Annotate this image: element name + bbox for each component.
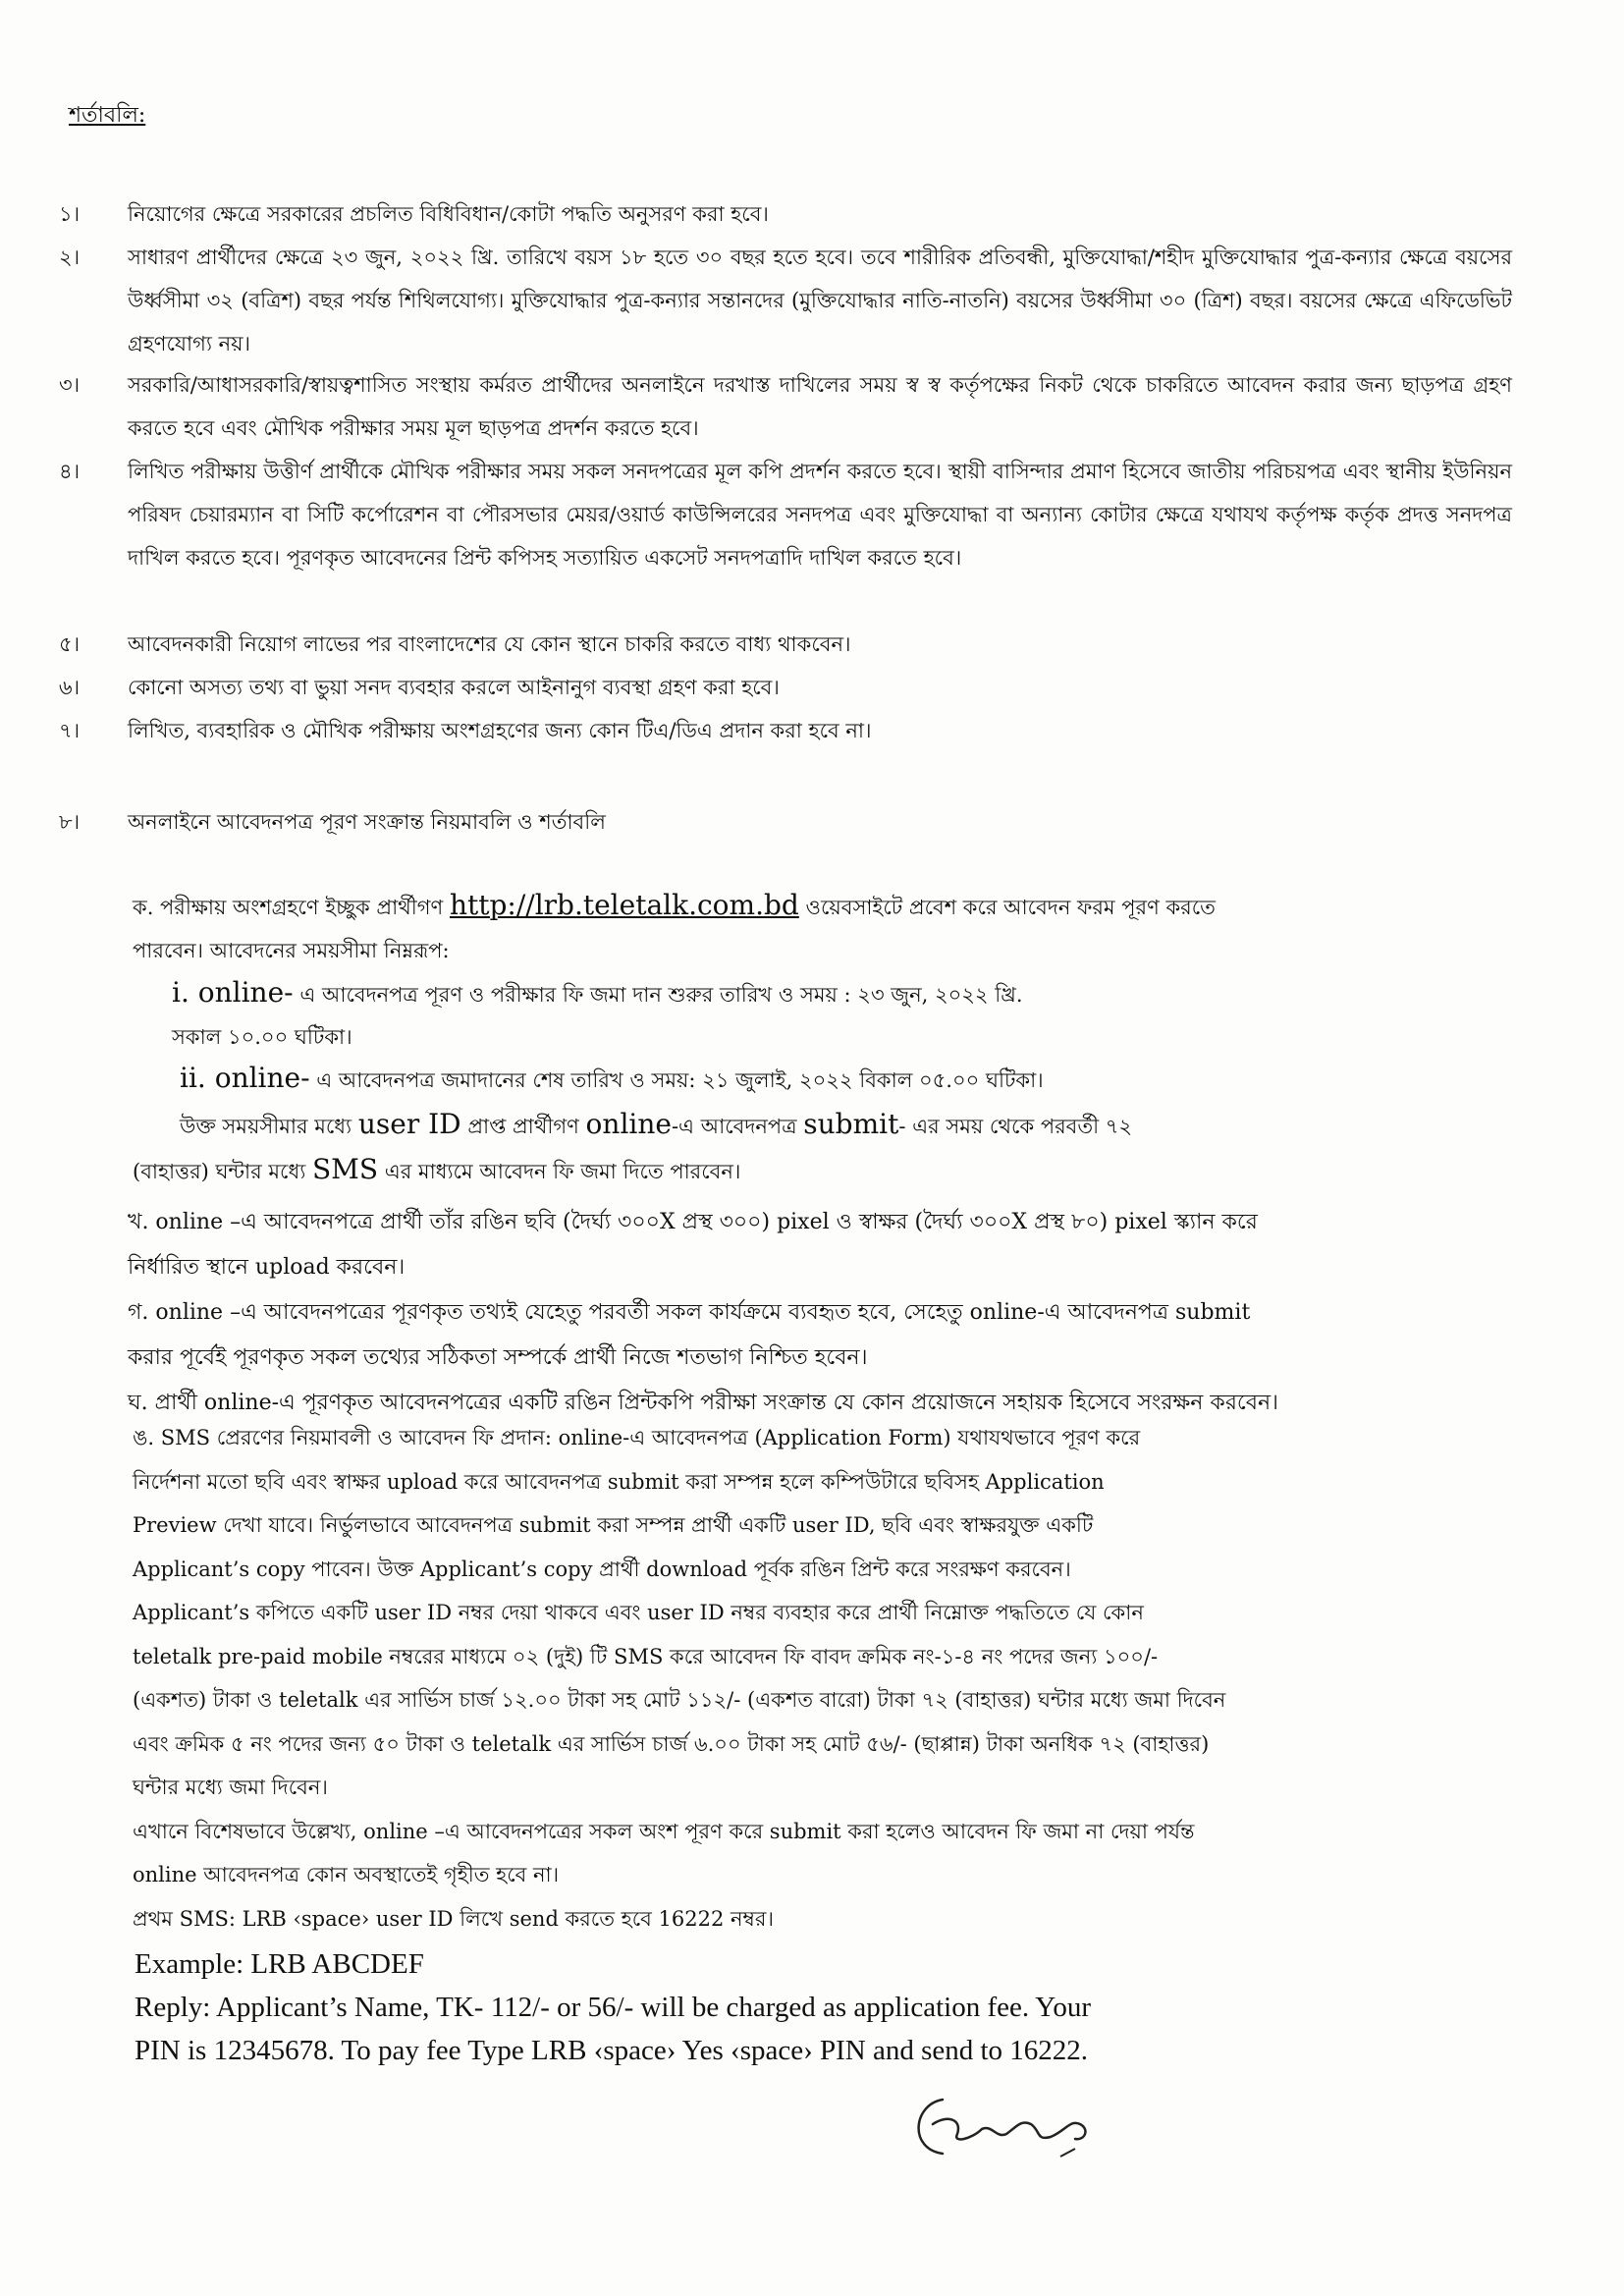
section-kha-gha [128, 1200, 1512, 1426]
rule-3 [59, 363, 1512, 450]
rule-5 [59, 623, 1512, 666]
line-ga: গ. online –এ আবেদনপত্রের পূরণকৃত তথ্যই যেহেতু পরবর্তী সকল কার্যক্রমে ব্যবহৃত হবে, সেহেতু online-এ আবেদনপত্র submit [128, 1300, 1251, 1325]
reply-line-2: PIN is 12345678. To pay fee Type LRB ‹space› Yes ‹space› PIN and send to 16222. [135, 2035, 1089, 2066]
umo-line: Preview দেখা যাবে। নির্ভুলভাবে আবেদনপত্র submit করা সম্পন্ন প্রার্থী একটি user ID, ছবি এবং স্বাক্ষরযুক্ত একটি [133, 1513, 1094, 1537]
umo-line: online আবেদনপত্র কোন অবস্থাতেই গৃহীত হবে না। [133, 1863, 560, 1886]
umo-line: এবং ক্রমিক ৫ নং পদের জন্য ৫০ টাকা ও teletalk এর সার্ভিস চার্জ ৬.০০ টাকা সহ মোট ৫৬/- (ছাপ্পান্ন) টাকা অনধিক ৭২ (বাহাত্তর) [133, 1731, 1210, 1756]
rule-number: ৩। [59, 373, 81, 397]
rule-text: লিখিত পরীক্ষায় উত্তীর্ণ প্রার্থীকে মৌখিক পরীক্ষার সময় সকল সনদপত্রের মূল কপি প্রদর্শন করতে হবে। স্থায়ী বাসিন্দার প্রমাণ হিসেবে জাতীয় পরিচয়পত্র এবং স্থানীয় ইউনিয়ন পরিষদ চেয়ারম্যান বা সিটি কর্পোরেশন বা পৌরসভার মেয়র/ওয়ার্ড কাউন্সিলরের সনদপত্র এবং মুক্তিযোদ্ধা বা অন্যান্য কোটার ক্ষেত্রে যথাযথ কর্তৃপক্ষ কর্তৃক প্রদত্ত সনদপত্র দাখিল করতে হবে। পূরণকৃত আবেদনের প্রিন্ট কপিসহ সত্যায়িত একসেট সনদপত্রাদি দাখিল করতে হবে। [128, 460, 1512, 570]
line-kha: খ. online –এ আবেদনপত্রে প্রার্থী তাঁর রঙিন ছবি (দৈর্ঘ্য ৩০০X প্রস্থ ৩০০) pixel ও স্বাক্ষর (দৈর্ঘ্য ৩০০X প্রস্থ ৮০) pixel স্ক্যান করে [128, 1210, 1258, 1234]
line-ii-text: এ আবেদনপত্র জমাদানের শেষ তারিখ ও সময়: ২১ জুলাই, ২০২২ বিকাল ০৫.০০ ঘটিকা। [316, 1068, 1044, 1092]
umo-line: Applicant’s কপিতে একটি user ID নম্বর দেয়া থাকবে এবং user ID নম্বর ব্যবহার করে প্রার্থী নিম্নোক্ত পদ্ধতিতে যে কোন [133, 1601, 1144, 1624]
ka-text-3: পারবেন। আবেদনের সময়সীমা নিম্নরূপ: [133, 939, 450, 962]
umo-line: এখানে বিশেষভাবে উল্লেখ্য, online –এ আবেদনপত্রের সকল অংশ পূরণ করে submit করা হলেও আবেদন ফি জমা না দেয়া পর্যন্ত [133, 1819, 1195, 1843]
signature-image [903, 2080, 1119, 2168]
line-i-text: এ আবেদনপত্র পূরণ ও পরীক্ষার ফি জমা দান শুরুর তারিখ ও সময় : ২৩ জুন, ২০২২ খ্রি. [299, 983, 1023, 1007]
online-label: i. online- [172, 976, 294, 1009]
rule-text: অনলাইনে আবেদনপত্র পূরণ সংক্রান্ত নিয়মাবলি ও শর্তাবলি [128, 810, 606, 834]
rule-number: ৮। [59, 810, 81, 834]
example-line: Example: LRB ABCDEF [135, 1948, 424, 1980]
umo-line: প্রথম SMS: LRB ‹space› user ID লিখে send করতে হবে 16222 নম্বর। [133, 1906, 774, 1931]
line-ka [133, 884, 1507, 930]
note-text: (বাহাত্তর) ঘন্টার মধ্যে [133, 1160, 306, 1183]
rule-number: ১। [59, 202, 81, 226]
website-link[interactable]: http://lrb.teletalk.com.bd [449, 889, 799, 921]
ka-text-2: ওয়েবসাইটে প্রবেশ করে আবেদন ফরম পূরণ করতে [805, 896, 1216, 919]
note-en: SMS [312, 1153, 379, 1185]
umo-line: ঘন্টার মধ্যে জমা দিবেন। [133, 1776, 328, 1799]
rule-text: লিখিত, ব্যবহারিক ও মৌখিক পরীক্ষায় অংশগ্রহণের জন্য কোন টিএ/ডিএ প্রদান করা হবে না। [128, 719, 872, 742]
rule-text: নিয়োগের ক্ষেত্রে সরকারের প্রচলিত বিধিবিধান/কোটা পদ্ধতি অনুসরণ করা হবে। [128, 202, 769, 226]
rule-text: সরকারি/আধাসরকারি/স্বায়ত্বশাসিত সংস্থায় কর্মরত প্রার্থীদের অনলাইনে দরখাস্ত দাখিলের সময় স্ব স্ব কর্তৃপক্ষের নিকট থেকে চাকরিতে আবেদন করার জন্য ছাড়পত্র গ্রহণ করতে হবে এবং মৌখিক পরীক্ষার সময় মূল ছাড়পত্র প্রদর্শন করতে হবে। [128, 373, 1512, 440]
section-umo [133, 1416, 1517, 1941]
rule-1 [59, 192, 1512, 236]
section-online-rules [133, 884, 1507, 1193]
rule-8 [59, 800, 1512, 844]
online-label: ii. online- [180, 1062, 310, 1094]
umo-line: ঙ. SMS প্রেরণের নিয়মাবলী ও আবেদন ফি প্রদান: online-এ আবেদনপত্র (Application Form) যথাযথভাবে পূরণ করে [133, 1426, 1141, 1449]
line-kha-2: নির্ধারিত স্থানে upload করবেন। [128, 1255, 406, 1280]
section-example [135, 1942, 1519, 2072]
note-text: উক্ত সময়সীমার মধ্যে [180, 1115, 352, 1138]
line-ii-note-2 [133, 1148, 1507, 1193]
rule-number: ৫। [59, 632, 81, 656]
reply-line-1: Reply: Applicant’s Name, TK- 112/- or 56/- will be charged as application fee. Your [135, 1992, 1091, 2023]
line-i [172, 971, 1507, 1017]
rule-4 [59, 450, 1512, 579]
umo-line: Applicant’s copy পাবেন। উক্ত Applicant’s copy প্রার্থী download পূর্বক রঙিন প্রিন্ট করে সংরক্ষণ করবেন। [133, 1557, 1071, 1581]
rule-2 [59, 236, 1512, 365]
note-en: submit [803, 1108, 899, 1140]
note-text: -এ আবেদনপত্র [671, 1115, 797, 1138]
rule-number: ৪। [59, 460, 81, 483]
note-text: প্রাপ্ত প্রার্থীগণ [467, 1115, 579, 1138]
rule-text: আবেদনকারী নিয়োগ লাভের পর বাংলাদেশের যে কোন স্থানে চাকরি করতে বাধ্য থাকবেন। [128, 632, 851, 656]
rule-text: কোনো অসত্য তথ্য বা ভুয়া সনদ ব্যবহার করলে আইনানুগ ব্যবস্থা গ্রহণ করা হবে। [128, 676, 780, 699]
rule-number: ৭। [59, 719, 81, 742]
umo-line: নির্দেশনা মতো ছবি এবং স্বাক্ষর upload করে আবেদনপত্র submit করা সম্পন্ন হলে কম্পিউটারে ছবিসহ Application [133, 1469, 1105, 1494]
rule-7 [59, 709, 1512, 752]
note-en: online [585, 1108, 672, 1140]
line-i-time: সকাল ১০.০০ ঘটিকা। [172, 1025, 352, 1049]
note-text: - এর সময় থেকে পরবর্তী ৭২ [898, 1115, 1133, 1138]
rule-6 [59, 666, 1512, 709]
note-text: এর মাধ্যমে আবেদন ফি জমা দিতে পারবেন। [384, 1160, 741, 1183]
line-ga-2: করার পূর্বেই পূরণকৃত সকল তথ্যের সঠিকতা সম্পর্কে প্রার্থী নিজে শতভাগ নিশ্চিত হবেন। [128, 1345, 868, 1370]
rule-text: সাধারণ প্রার্থীদের ক্ষেত্রে ২৩ জুন, ২০২২ খ্রি. তারিখে বয়স ১৮ হতে ৩০ বছর হতে হবে। তবে শারীরিক প্রতিবন্ধী, মুক্তিযোদ্ধা/শহীদ মুক্তিযোদ্ধার পুত্র-কন্যার ক্ষেত্রে বয়সের উর্ধ্বসীমা ৩২ (বত্রিশ) বছর পর্যন্ত শিথিলযোগ্য। মুক্তিযোদ্ধার পুত্র-কন্যার সন্তানদের (মুক্তিযোদ্ধার নাতি-নাতনি) বয়সের উর্ধ্বসীমা ৩০ (ত্রিশ) বছর। বয়সের ক্ষেত্রে এফিডেভিট গ্রহণযোগ্য নয়। [128, 246, 1512, 355]
umo-line: teletalk pre-paid mobile নম্বরের মাধ্যমে ০২ (দুই) টি SMS করে আবেদন ফি বাবদ ক্রমিক নং-১-৪ নং পদের জন্য ১০০/- [133, 1644, 1159, 1668]
page-heading: শর্তাবলি: [69, 103, 146, 128]
ka-text: ক. পরীক্ষায় অংশগ্রহণে ইচ্ছুক প্রার্থীগণ [133, 896, 444, 919]
line-gha: ঘ. প্রার্থী online-এ পূরণকৃত আবেদনপত্রের একটি রঙিন প্রিন্টকপি পরীক্ষা সংক্রান্ত যে কোন প্রয়োজনে সহায়ক হিসেবে সংরক্ষন করবেন। [128, 1391, 1279, 1415]
line-ii-note [180, 1103, 1507, 1148]
rule-number: ২। [59, 246, 81, 269]
umo-line: (একশত) টাকা ও teletalk এর সার্ভিস চার্জ ১২.০০ টাকা সহ মোট ১১২/- (একশত বারো) টাকা ৭২ (বাহাত্তর) ঘন্টার মধ্যে জমা দিবেন [133, 1688, 1226, 1712]
rule-number: ৬। [59, 676, 81, 699]
line-ii [180, 1057, 1507, 1103]
note-en: user ID [357, 1108, 461, 1140]
